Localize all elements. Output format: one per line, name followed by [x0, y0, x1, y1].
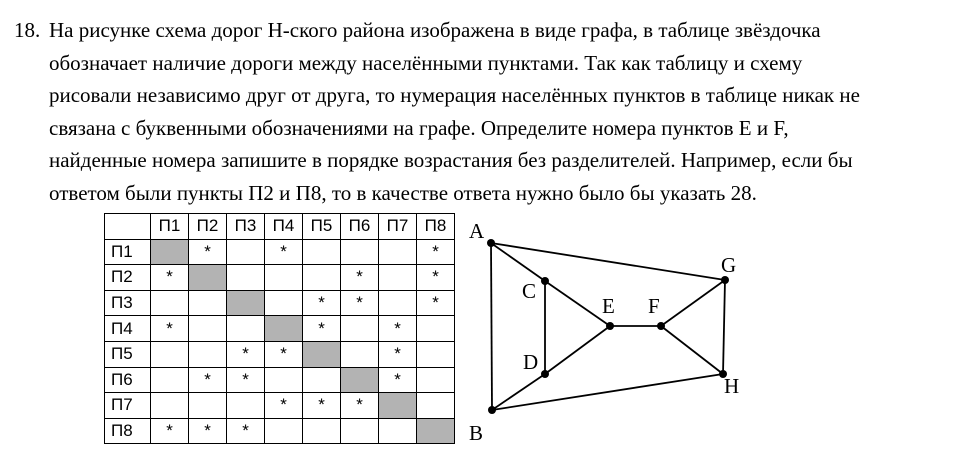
road-graph	[460, 212, 760, 452]
road-mark-cell: *	[265, 239, 303, 265]
row-header: П5	[105, 341, 151, 367]
road-mark-cell: *	[379, 316, 417, 342]
node-C	[541, 277, 549, 285]
empty-cell	[151, 367, 189, 393]
table-row	[105, 393, 455, 419]
road-mark-cell: *	[303, 393, 341, 419]
road-mark-cell: *	[379, 341, 417, 367]
empty-cell	[417, 367, 455, 393]
table-row	[105, 265, 455, 291]
row-header: П8	[105, 418, 151, 444]
empty-cell	[227, 393, 265, 419]
road-mark-cell: *	[303, 316, 341, 342]
empty-cell	[303, 265, 341, 291]
road-mark-cell: *	[379, 367, 417, 393]
road-mark-cell: *	[341, 265, 379, 291]
edge-A-B	[491, 243, 492, 410]
empty-cell	[379, 265, 417, 291]
row-header: П3	[105, 290, 151, 316]
row-header: П4	[105, 316, 151, 342]
column-header: П8	[417, 214, 455, 240]
edge-G-H	[723, 280, 725, 374]
diagonal-cell	[379, 393, 417, 419]
adjacency-table	[104, 213, 455, 444]
table-row	[105, 367, 455, 393]
empty-cell	[341, 239, 379, 265]
road-mark-cell: *	[417, 265, 455, 291]
node-label-E: E	[602, 294, 615, 318]
problem-line: найденные номера запишите в порядке возрастания без разделителей. Например, если бы	[49, 148, 853, 172]
empty-cell	[265, 418, 303, 444]
diagonal-cell	[303, 341, 341, 367]
row-header: П6	[105, 367, 151, 393]
edge-F-G	[661, 280, 725, 326]
diagonal-cell	[227, 290, 265, 316]
column-header: П6	[341, 214, 379, 240]
problem-line: ответом были пункты П2 и П8, то в качестве ответа нужно было бы указать 28.	[49, 180, 757, 205]
road-mark-cell: *	[151, 316, 189, 342]
road-mark-cell: *	[265, 341, 303, 367]
empty-cell	[189, 290, 227, 316]
road-mark-cell: *	[417, 290, 455, 316]
road-mark-cell: *	[341, 393, 379, 419]
empty-cell	[379, 418, 417, 444]
problem-line: рисовали независимо друг от друга, то нумерация населённых пунктов в таблице никак не	[49, 83, 860, 107]
road-mark-cell: *	[417, 239, 455, 265]
empty-cell	[417, 341, 455, 367]
diagonal-cell	[265, 316, 303, 342]
row-header: П1	[105, 239, 151, 265]
node-label-F: F	[648, 294, 660, 318]
empty-cell	[341, 341, 379, 367]
empty-cell	[303, 239, 341, 265]
table-corner-cell	[105, 214, 151, 240]
edge-A-C	[491, 243, 545, 281]
column-header: П4	[265, 214, 303, 240]
problem-number: 18.	[14, 18, 41, 42]
node-B	[488, 406, 496, 414]
empty-cell	[189, 316, 227, 342]
node-label-G: G	[721, 253, 737, 277]
road-mark-cell: *	[341, 290, 379, 316]
node-E	[606, 322, 614, 330]
empty-cell	[265, 265, 303, 291]
table-row	[105, 290, 455, 316]
column-header: П3	[227, 214, 265, 240]
empty-cell	[227, 265, 265, 291]
edge-A-G	[491, 243, 725, 280]
road-mark-cell: *	[227, 418, 265, 444]
node-label-B: B	[469, 421, 484, 445]
problem-line: связана с буквенными обозначениями на графе. Определите номера пунктов E и F,	[49, 115, 789, 140]
edge-D-B	[492, 374, 545, 410]
edge-F-H	[661, 326, 723, 374]
empty-cell	[341, 316, 379, 342]
edge-B-H	[492, 374, 723, 410]
table-header-row	[105, 214, 455, 240]
problem-text	[49, 14, 949, 209]
road-mark-cell: *	[189, 239, 227, 265]
road-mark-cell: *	[151, 265, 189, 291]
row-header: П7	[105, 393, 151, 419]
node-label-C: C	[522, 279, 537, 303]
empty-cell	[303, 418, 341, 444]
empty-cell	[189, 393, 227, 419]
road-mark-cell: *	[227, 341, 265, 367]
road-mark-cell: *	[151, 418, 189, 444]
diagonal-cell	[341, 367, 379, 393]
empty-cell	[379, 239, 417, 265]
empty-cell	[151, 290, 189, 316]
empty-cell	[379, 290, 417, 316]
problem-line: На рисунке схема дорог Н-ского района изображена в виде графа, в таблице звёздочка	[49, 18, 821, 42]
diagonal-cell	[189, 265, 227, 291]
empty-cell	[227, 316, 265, 342]
empty-cell	[151, 341, 189, 367]
road-mark-cell: *	[265, 393, 303, 419]
empty-cell	[189, 341, 227, 367]
road-mark-cell: *	[303, 290, 341, 316]
road-mark-cell: *	[189, 418, 227, 444]
empty-cell	[265, 290, 303, 316]
table-row	[105, 239, 455, 265]
empty-cell	[417, 316, 455, 342]
empty-cell	[265, 367, 303, 393]
edge-D-E	[545, 326, 610, 374]
road-mark-cell: *	[227, 367, 265, 393]
node-label-H: H	[724, 374, 740, 398]
node-label-D: D	[523, 350, 539, 374]
node-G	[721, 276, 729, 284]
node-F	[657, 322, 665, 330]
edge-C-E	[545, 281, 610, 326]
diagonal-cell	[417, 418, 455, 444]
column-header: П2	[189, 214, 227, 240]
table-row	[105, 418, 455, 444]
table-row	[105, 316, 455, 342]
table-row	[105, 341, 455, 367]
road-mark-cell: *	[189, 367, 227, 393]
column-header: П7	[379, 214, 417, 240]
empty-cell	[417, 393, 455, 419]
node-D	[541, 370, 549, 378]
empty-cell	[303, 367, 341, 393]
node-label-A: A	[469, 219, 485, 243]
column-header: П5	[303, 214, 341, 240]
node-A	[487, 239, 495, 247]
column-header: П1	[151, 214, 189, 240]
empty-cell	[227, 239, 265, 265]
empty-cell	[341, 418, 379, 444]
diagonal-cell	[151, 239, 189, 265]
row-header: П2	[105, 265, 151, 291]
empty-cell	[151, 393, 189, 419]
problem-line: обозначает наличие дороги между населёнными пунктами. Так как таблицу и схему	[49, 50, 803, 75]
